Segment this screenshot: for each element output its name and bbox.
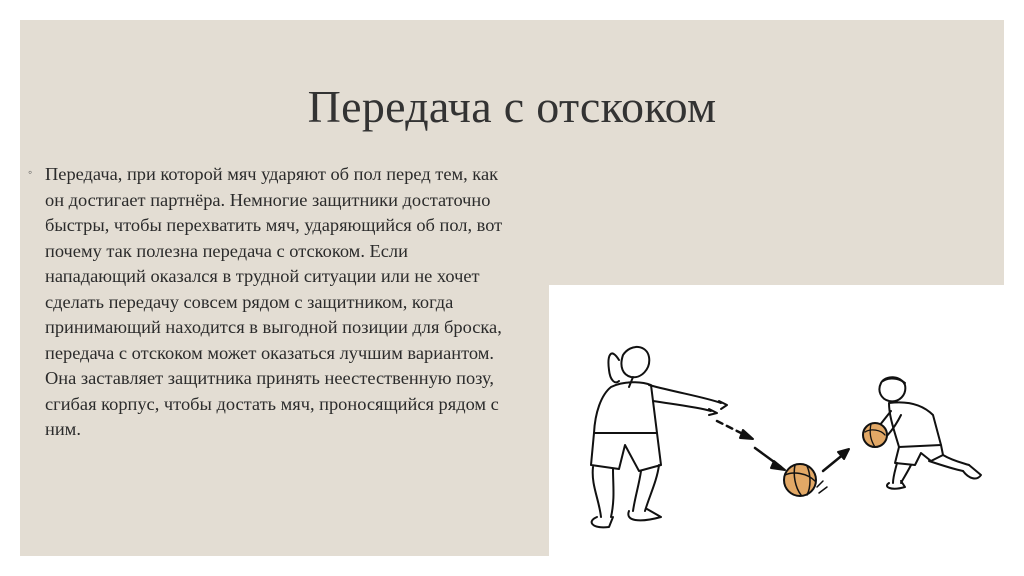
bounce-pass-illustration [549, 285, 1004, 556]
bounce-pass-drawing [549, 285, 1004, 556]
body-text-block [28, 162, 508, 443]
arrow-icon [755, 448, 785, 470]
receiver-figure-icon [863, 377, 981, 488]
bullet-marker: ◦ [28, 165, 33, 179]
arrow-icon [717, 421, 753, 439]
slide-title: Передача с отскоком [307, 81, 717, 132]
passer-figure-icon [591, 347, 727, 527]
body-text: Передача, при которой мяч ударяют об пол перед тем, как он достигает партнёра. Немногие защитники достаточно быстры, чтобы перехватить мяч, ударяющийся об пол, вот почему так полезна передача с отскоком. Если нападающий оказался в трудной ситуации или не хочет сделать передачу совсем рядом с защитником, когда принимающий находится в выгодной позиции для броска, передача с отскоком может оказаться лучшим вариантом. Она заставляет защитника принять неестественную позу, сгибая корпус, чтобы достать мяч, проносящийся рядом с ним. [45, 164, 503, 439]
ball-icon [784, 464, 827, 496]
arrow-icon [823, 449, 849, 471]
